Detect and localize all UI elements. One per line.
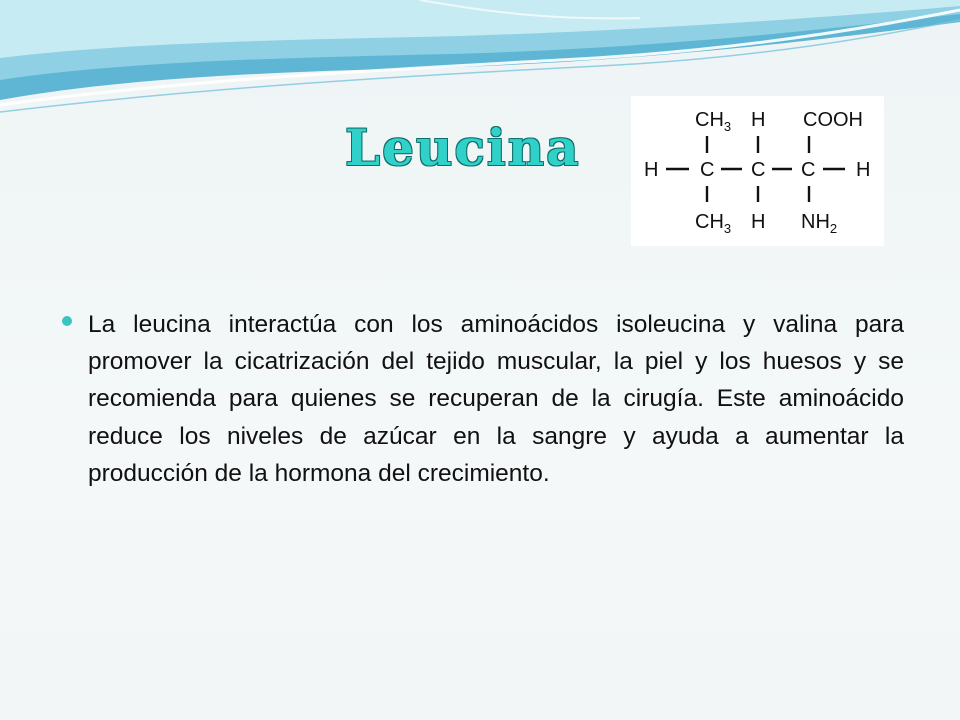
- formula-carbon-1: C: [700, 159, 715, 181]
- formula-carbon-3: C: [801, 159, 816, 181]
- formula-top-h: H: [751, 109, 766, 131]
- formula-bottom-ch3: $CH_3$: [695, 211, 732, 236]
- formula-bottom-nh2: $NH_2$: [801, 211, 838, 236]
- formula-top-ch3: $CH_3$: [695, 109, 732, 134]
- bullet-paragraph: La leucina interactúa con los aminoácidos isoleucina y valina para promover la cicatrización del tejido muscular, la piel y los huesos y se recomienda para quienes se recuperan de la cirugía. Este aminoácido reduce los niveles de azúcar en la sangre y ayuda a aumentar la producción de la hormona del crecimiento.: [88, 311, 904, 487]
- leucine-structural-formula: [631, 96, 884, 246]
- slide-title: Leucina: [345, 118, 581, 177]
- formula-carbon-2: C: [751, 159, 766, 181]
- formula-top-cooh: COOH: [803, 109, 863, 131]
- bullet-dot-icon: [62, 316, 72, 326]
- formula-bottom-h: H: [751, 211, 766, 233]
- formula-right-h: H: [856, 159, 871, 181]
- bullet-list: [62, 306, 904, 492]
- formula-left-h: H: [644, 159, 659, 181]
